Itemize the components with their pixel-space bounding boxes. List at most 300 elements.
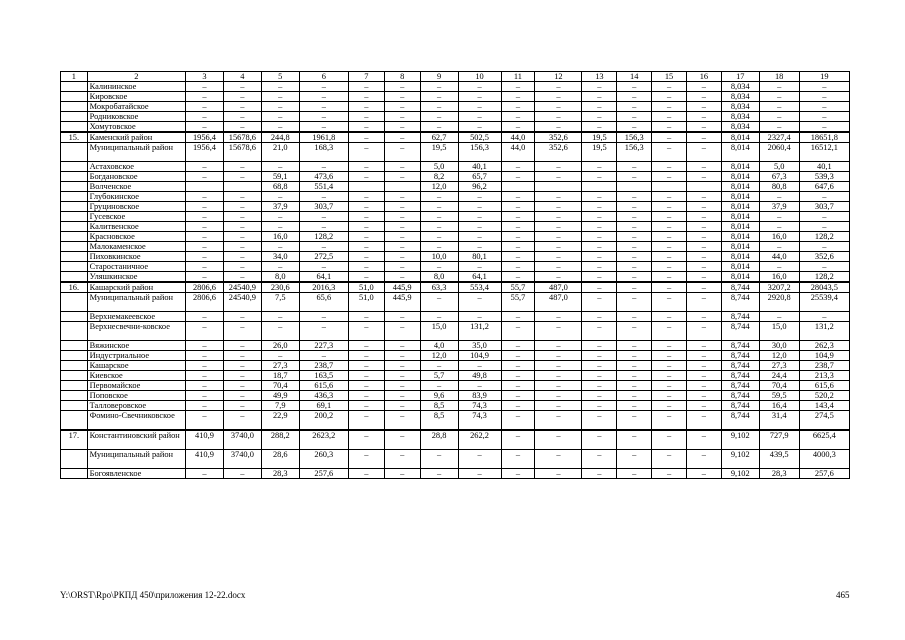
- table-cell: –: [186, 411, 224, 431]
- row-name-cell: Мокробатайское: [87, 102, 185, 112]
- table-cell: [61, 322, 88, 341]
- table-cell: –: [223, 361, 261, 371]
- table-cell: 16,0: [759, 232, 799, 242]
- table-cell: –: [420, 312, 458, 322]
- table-cell: –: [501, 450, 535, 469]
- table-cell: –: [652, 132, 687, 143]
- table-cell: –: [652, 82, 687, 92]
- table-cell: 8,034: [721, 122, 759, 133]
- table-cell: 5,0: [759, 162, 799, 172]
- table-cell: –: [652, 312, 687, 322]
- table-cell: 5,0: [420, 162, 458, 172]
- table-cell: 63,3: [420, 282, 458, 293]
- table-cell: –: [223, 202, 261, 212]
- table-cell: –: [348, 82, 384, 92]
- table-cell: 156,3: [458, 143, 501, 162]
- table-cell: 7,9: [261, 401, 299, 411]
- table-cell: 69,1: [299, 401, 348, 411]
- table-row: [61, 450, 850, 469]
- table-cell: –: [348, 192, 384, 202]
- table-cell: –: [617, 430, 652, 450]
- table-cell: –: [261, 122, 299, 133]
- table-cell: 40,1: [799, 162, 849, 172]
- table-cell: –: [420, 222, 458, 232]
- table-cell: –: [686, 312, 721, 322]
- table-cell: –: [348, 351, 384, 361]
- table-cell: 163,5: [299, 371, 348, 381]
- table-cell: –: [458, 242, 501, 252]
- table-cell: –: [535, 312, 582, 322]
- table-cell: –: [186, 272, 224, 283]
- table-cell: 8,744: [721, 322, 759, 341]
- table-cell: –: [384, 212, 420, 222]
- table-cell: –: [384, 381, 420, 391]
- table-cell: –: [535, 212, 582, 222]
- table-cell: –: [186, 371, 224, 381]
- row-name-cell: Глубокинское: [87, 192, 185, 202]
- table-cell: 2016,3: [299, 282, 348, 293]
- table-cell: [617, 182, 652, 192]
- row-name-cell: Киевское: [87, 371, 185, 381]
- table-cell: –: [420, 82, 458, 92]
- table-cell: –: [617, 272, 652, 283]
- table-cell: –: [186, 82, 224, 92]
- table-cell: 227,3: [299, 341, 348, 351]
- table-cell: –: [384, 341, 420, 351]
- table-cell: –: [348, 172, 384, 182]
- table-cell: –: [458, 112, 501, 122]
- table-cell: 74,3: [458, 401, 501, 411]
- table-row: [61, 391, 850, 401]
- table-cell: –: [501, 172, 535, 182]
- table-cell: –: [420, 102, 458, 112]
- table-cell: [61, 212, 88, 222]
- table-row: [61, 361, 850, 371]
- table-cell: –: [686, 242, 721, 252]
- table-cell: –: [582, 222, 617, 232]
- table-cell: [61, 401, 88, 411]
- table-cell: –: [384, 322, 420, 341]
- table-cell: 80,1: [458, 252, 501, 262]
- table-row: [61, 182, 850, 192]
- table-cell: –: [186, 202, 224, 212]
- table-cell: –: [223, 391, 261, 401]
- table-cell: 65,7: [458, 172, 501, 182]
- header-cell: 6: [299, 72, 348, 82]
- row-name-cell: Красновское: [87, 232, 185, 242]
- table-row: [61, 102, 850, 112]
- table-cell: –: [535, 202, 582, 212]
- row-name-cell: Калитвенское: [87, 222, 185, 232]
- table-cell: –: [348, 132, 384, 143]
- table-cell: 238,7: [799, 361, 849, 371]
- table-cell: –: [617, 252, 652, 262]
- table-cell: –: [501, 351, 535, 361]
- table-cell: –: [501, 391, 535, 401]
- table-cell: 83,9: [458, 391, 501, 401]
- table-cell: –: [261, 112, 299, 122]
- table-cell: 24540,9: [223, 282, 261, 293]
- table-cell: –: [759, 312, 799, 322]
- table-cell: 274,5: [799, 411, 849, 431]
- table-cell: 49,8: [458, 371, 501, 381]
- table-cell: 8,2: [420, 172, 458, 182]
- table-cell: –: [186, 242, 224, 252]
- table-cell: –: [458, 102, 501, 112]
- table-cell: –: [535, 172, 582, 182]
- table-cell: –: [652, 212, 687, 222]
- table-cell: –: [186, 222, 224, 232]
- table-cell: –: [384, 82, 420, 92]
- table-cell: 352,6: [535, 143, 582, 162]
- table-cell: 3740,0: [223, 450, 261, 469]
- table-cell: –: [686, 411, 721, 431]
- table-cell: [61, 92, 88, 102]
- table-cell: –: [617, 312, 652, 322]
- table-cell: 238,7: [299, 361, 348, 371]
- table-cell: –: [501, 322, 535, 341]
- table-cell: –: [582, 430, 617, 450]
- table-cell: –: [384, 371, 420, 381]
- table-cell: –: [501, 381, 535, 391]
- table-cell: 257,6: [299, 469, 348, 479]
- table-cell: –: [617, 242, 652, 252]
- table-cell: –: [458, 192, 501, 202]
- table-cell: –: [686, 391, 721, 401]
- table-cell: –: [420, 381, 458, 391]
- table-cell: 8,014: [721, 132, 759, 143]
- table-cell: –: [799, 242, 849, 252]
- table-cell: [652, 182, 687, 192]
- table-cell: –: [223, 371, 261, 381]
- table-cell: [61, 312, 88, 322]
- table-cell: –: [501, 112, 535, 122]
- table-cell: –: [384, 222, 420, 232]
- table-cell: –: [617, 92, 652, 102]
- table-cell: –: [458, 361, 501, 371]
- table-cell: –: [348, 411, 384, 431]
- row-name-cell: Вяжинское: [87, 341, 185, 351]
- table-cell: –: [617, 122, 652, 133]
- table-row: [61, 411, 850, 431]
- table-cell: –: [186, 192, 224, 202]
- table-cell: –: [348, 92, 384, 102]
- table-cell: –: [348, 122, 384, 133]
- table-cell: 5,7: [420, 371, 458, 381]
- table-cell: –: [299, 102, 348, 112]
- table-cell: –: [582, 371, 617, 381]
- table-row: [61, 222, 850, 232]
- table-cell: –: [686, 102, 721, 112]
- table-cell: –: [759, 92, 799, 102]
- table-cell: –: [223, 102, 261, 112]
- row-name-cell: Калининское: [87, 82, 185, 92]
- table-cell: 16,0: [759, 272, 799, 283]
- table-cell: –: [582, 102, 617, 112]
- table-cell: –: [799, 212, 849, 222]
- table-cell: 7,5: [261, 293, 299, 312]
- table-cell: –: [348, 430, 384, 450]
- table-cell: –: [535, 222, 582, 232]
- table-cell: –: [617, 293, 652, 312]
- table-cell: 2806,6: [186, 293, 224, 312]
- table-cell: 12,0: [420, 182, 458, 192]
- table-cell: –: [686, 92, 721, 102]
- table-cell: –: [223, 242, 261, 252]
- table-cell: 59,5: [759, 391, 799, 401]
- table-cell: –: [501, 469, 535, 479]
- table-cell: 156,3: [617, 143, 652, 162]
- table-cell: –: [384, 92, 420, 102]
- table-cell: –: [535, 192, 582, 202]
- table-cell: –: [348, 381, 384, 391]
- table-cell: –: [582, 282, 617, 293]
- table-cell: 15678,6: [223, 132, 261, 143]
- table-cell: –: [652, 262, 687, 272]
- table-cell: –: [617, 351, 652, 361]
- table-cell: –: [617, 222, 652, 232]
- table-cell: –: [348, 102, 384, 112]
- table-row: [61, 272, 850, 283]
- table-cell: –: [652, 371, 687, 381]
- table-cell: –: [582, 381, 617, 391]
- table-cell: –: [384, 122, 420, 133]
- table-cell: –: [299, 222, 348, 232]
- table-cell: –: [759, 212, 799, 222]
- header-cell: 15: [652, 72, 687, 82]
- table-cell: –: [652, 222, 687, 232]
- table-cell: –: [261, 212, 299, 222]
- table-cell: 19,5: [582, 143, 617, 162]
- table-cell: 28,3: [759, 469, 799, 479]
- table-cell: [186, 182, 224, 192]
- table-cell: –: [535, 341, 582, 351]
- table-cell: –: [261, 82, 299, 92]
- table-cell: –: [384, 272, 420, 283]
- table-cell: 16512,1: [799, 143, 849, 162]
- table-cell: 16.: [61, 282, 88, 293]
- header-cell: 3: [186, 72, 224, 82]
- row-name-cell: Богоявленское: [87, 469, 185, 479]
- table-row: [61, 242, 850, 252]
- table-cell: 8,014: [721, 202, 759, 212]
- table-cell: –: [261, 322, 299, 341]
- table-cell: 15.: [61, 132, 88, 143]
- table-cell: 436,3: [299, 391, 348, 401]
- table-cell: –: [348, 341, 384, 351]
- row-name-cell: Первомайское: [87, 381, 185, 391]
- table-cell: 37,9: [759, 202, 799, 212]
- table-cell: 4000,3: [799, 450, 849, 469]
- table-cell: 21,0: [261, 143, 299, 162]
- table-cell: 70,4: [261, 381, 299, 391]
- table-cell: –: [186, 92, 224, 102]
- table-cell: –: [299, 322, 348, 341]
- table-cell: –: [420, 112, 458, 122]
- table-cell: 410,9: [186, 430, 224, 450]
- table-cell: –: [582, 322, 617, 341]
- table-cell: –: [261, 102, 299, 112]
- table-cell: 2327,4: [759, 132, 799, 143]
- table-cell: –: [652, 202, 687, 212]
- table-row: [61, 172, 850, 182]
- table-cell: [384, 182, 420, 192]
- table-row: [61, 132, 850, 143]
- table-cell: 487,0: [535, 282, 582, 293]
- table-cell: –: [501, 361, 535, 371]
- table-cell: 62,7: [420, 132, 458, 143]
- table-cell: 9,102: [721, 469, 759, 479]
- row-name-cell: Талловеровское: [87, 401, 185, 411]
- table-cell: –: [582, 82, 617, 92]
- table-cell: 8,744: [721, 312, 759, 322]
- table-cell: –: [535, 82, 582, 92]
- table-cell: –: [501, 252, 535, 262]
- table-cell: –: [652, 351, 687, 361]
- table-cell: –: [535, 112, 582, 122]
- table-cell: –: [652, 361, 687, 371]
- row-name-cell: Каменский район: [87, 132, 185, 143]
- table-cell: 55,7: [501, 293, 535, 312]
- table-cell: –: [384, 232, 420, 242]
- table-cell: [61, 182, 88, 192]
- table-cell: 1956,4: [186, 132, 224, 143]
- table-row: [61, 162, 850, 172]
- row-name-cell: Старостаничное: [87, 262, 185, 272]
- table-cell: –: [686, 293, 721, 312]
- table-cell: 8,014: [721, 192, 759, 202]
- table-cell: 68,8: [261, 182, 299, 192]
- table-cell: –: [501, 312, 535, 322]
- table-cell: –: [686, 262, 721, 272]
- table-cell: –: [458, 202, 501, 212]
- table-cell: –: [535, 232, 582, 242]
- table-cell: –: [617, 450, 652, 469]
- table-cell: –: [186, 351, 224, 361]
- table-cell: [61, 112, 88, 122]
- table-cell: 25539,4: [799, 293, 849, 312]
- table-cell: –: [299, 162, 348, 172]
- table-row: [61, 252, 850, 262]
- table-cell: –: [420, 262, 458, 272]
- table-cell: [61, 102, 88, 112]
- table-cell: –: [686, 272, 721, 283]
- table-row: [61, 469, 850, 479]
- table-cell: 37,9: [261, 202, 299, 212]
- table-cell: –: [348, 469, 384, 479]
- table-cell: –: [582, 172, 617, 182]
- table-cell: –: [348, 322, 384, 341]
- table-cell: –: [299, 92, 348, 102]
- table-cell: –: [652, 430, 687, 450]
- table-cell: –: [223, 212, 261, 222]
- table-cell: –: [686, 450, 721, 469]
- table-row: [61, 82, 850, 92]
- table-cell: –: [458, 450, 501, 469]
- table-cell: –: [348, 262, 384, 272]
- table-cell: 24,4: [759, 371, 799, 381]
- table-cell: 22,9: [261, 411, 299, 431]
- table-cell: –: [420, 232, 458, 242]
- table-cell: [535, 182, 582, 192]
- table-cell: –: [652, 232, 687, 242]
- table-cell: –: [652, 192, 687, 202]
- table-cell: –: [652, 469, 687, 479]
- table-cell: –: [799, 222, 849, 232]
- table-cell: –: [348, 391, 384, 401]
- table-cell: 9,102: [721, 430, 759, 450]
- table-cell: –: [686, 469, 721, 479]
- table-cell: 4,0: [420, 341, 458, 351]
- table-cell: 49,9: [261, 391, 299, 401]
- table-cell: –: [186, 469, 224, 479]
- table-cell: –: [348, 272, 384, 283]
- table-cell: –: [299, 112, 348, 122]
- table-cell: –: [420, 202, 458, 212]
- table-cell: –: [186, 381, 224, 391]
- table-cell: [61, 371, 88, 381]
- table-cell: –: [420, 469, 458, 479]
- table-cell: –: [686, 381, 721, 391]
- table-cell: –: [348, 222, 384, 232]
- header-cell: 10: [458, 72, 501, 82]
- header-cell: 7: [348, 72, 384, 82]
- table-cell: –: [617, 172, 652, 182]
- table-cell: –: [686, 351, 721, 361]
- table-cell: –: [686, 371, 721, 381]
- table-cell: –: [384, 430, 420, 450]
- table-cell: –: [261, 162, 299, 172]
- table-cell: –: [535, 162, 582, 172]
- table-cell: –: [186, 112, 224, 122]
- table-cell: –: [652, 341, 687, 351]
- table-cell: –: [186, 102, 224, 112]
- table-cell: –: [652, 391, 687, 401]
- table-cell: –: [582, 212, 617, 222]
- table-cell: –: [261, 242, 299, 252]
- table-cell: –: [501, 272, 535, 283]
- table-cell: –: [299, 192, 348, 202]
- table-cell: –: [223, 262, 261, 272]
- table-cell: 260,3: [299, 450, 348, 469]
- table-cell: 3207,2: [759, 282, 799, 293]
- table-cell: [61, 361, 88, 371]
- table-cell: –: [617, 262, 652, 272]
- table-cell: –: [652, 143, 687, 162]
- table-cell: –: [501, 430, 535, 450]
- table-cell: [61, 450, 88, 469]
- table-cell: [61, 293, 88, 312]
- table-cell: 19,5: [420, 143, 458, 162]
- table-cell: [61, 262, 88, 272]
- table-cell: –: [186, 232, 224, 242]
- table-row: [61, 312, 850, 322]
- table-cell: –: [759, 262, 799, 272]
- table-cell: 31,4: [759, 411, 799, 431]
- table-cell: –: [617, 341, 652, 351]
- table-cell: –: [420, 212, 458, 222]
- table-cell: –: [759, 192, 799, 202]
- table-cell: –: [652, 293, 687, 312]
- table-cell: 615,6: [799, 381, 849, 391]
- table-cell: [61, 469, 88, 479]
- table-cell: –: [617, 202, 652, 212]
- table-cell: –: [186, 122, 224, 133]
- table-cell: –: [582, 312, 617, 322]
- table-cell: [61, 411, 88, 431]
- table-cell: –: [348, 361, 384, 371]
- row-name-cell: Константиновский район: [87, 430, 185, 450]
